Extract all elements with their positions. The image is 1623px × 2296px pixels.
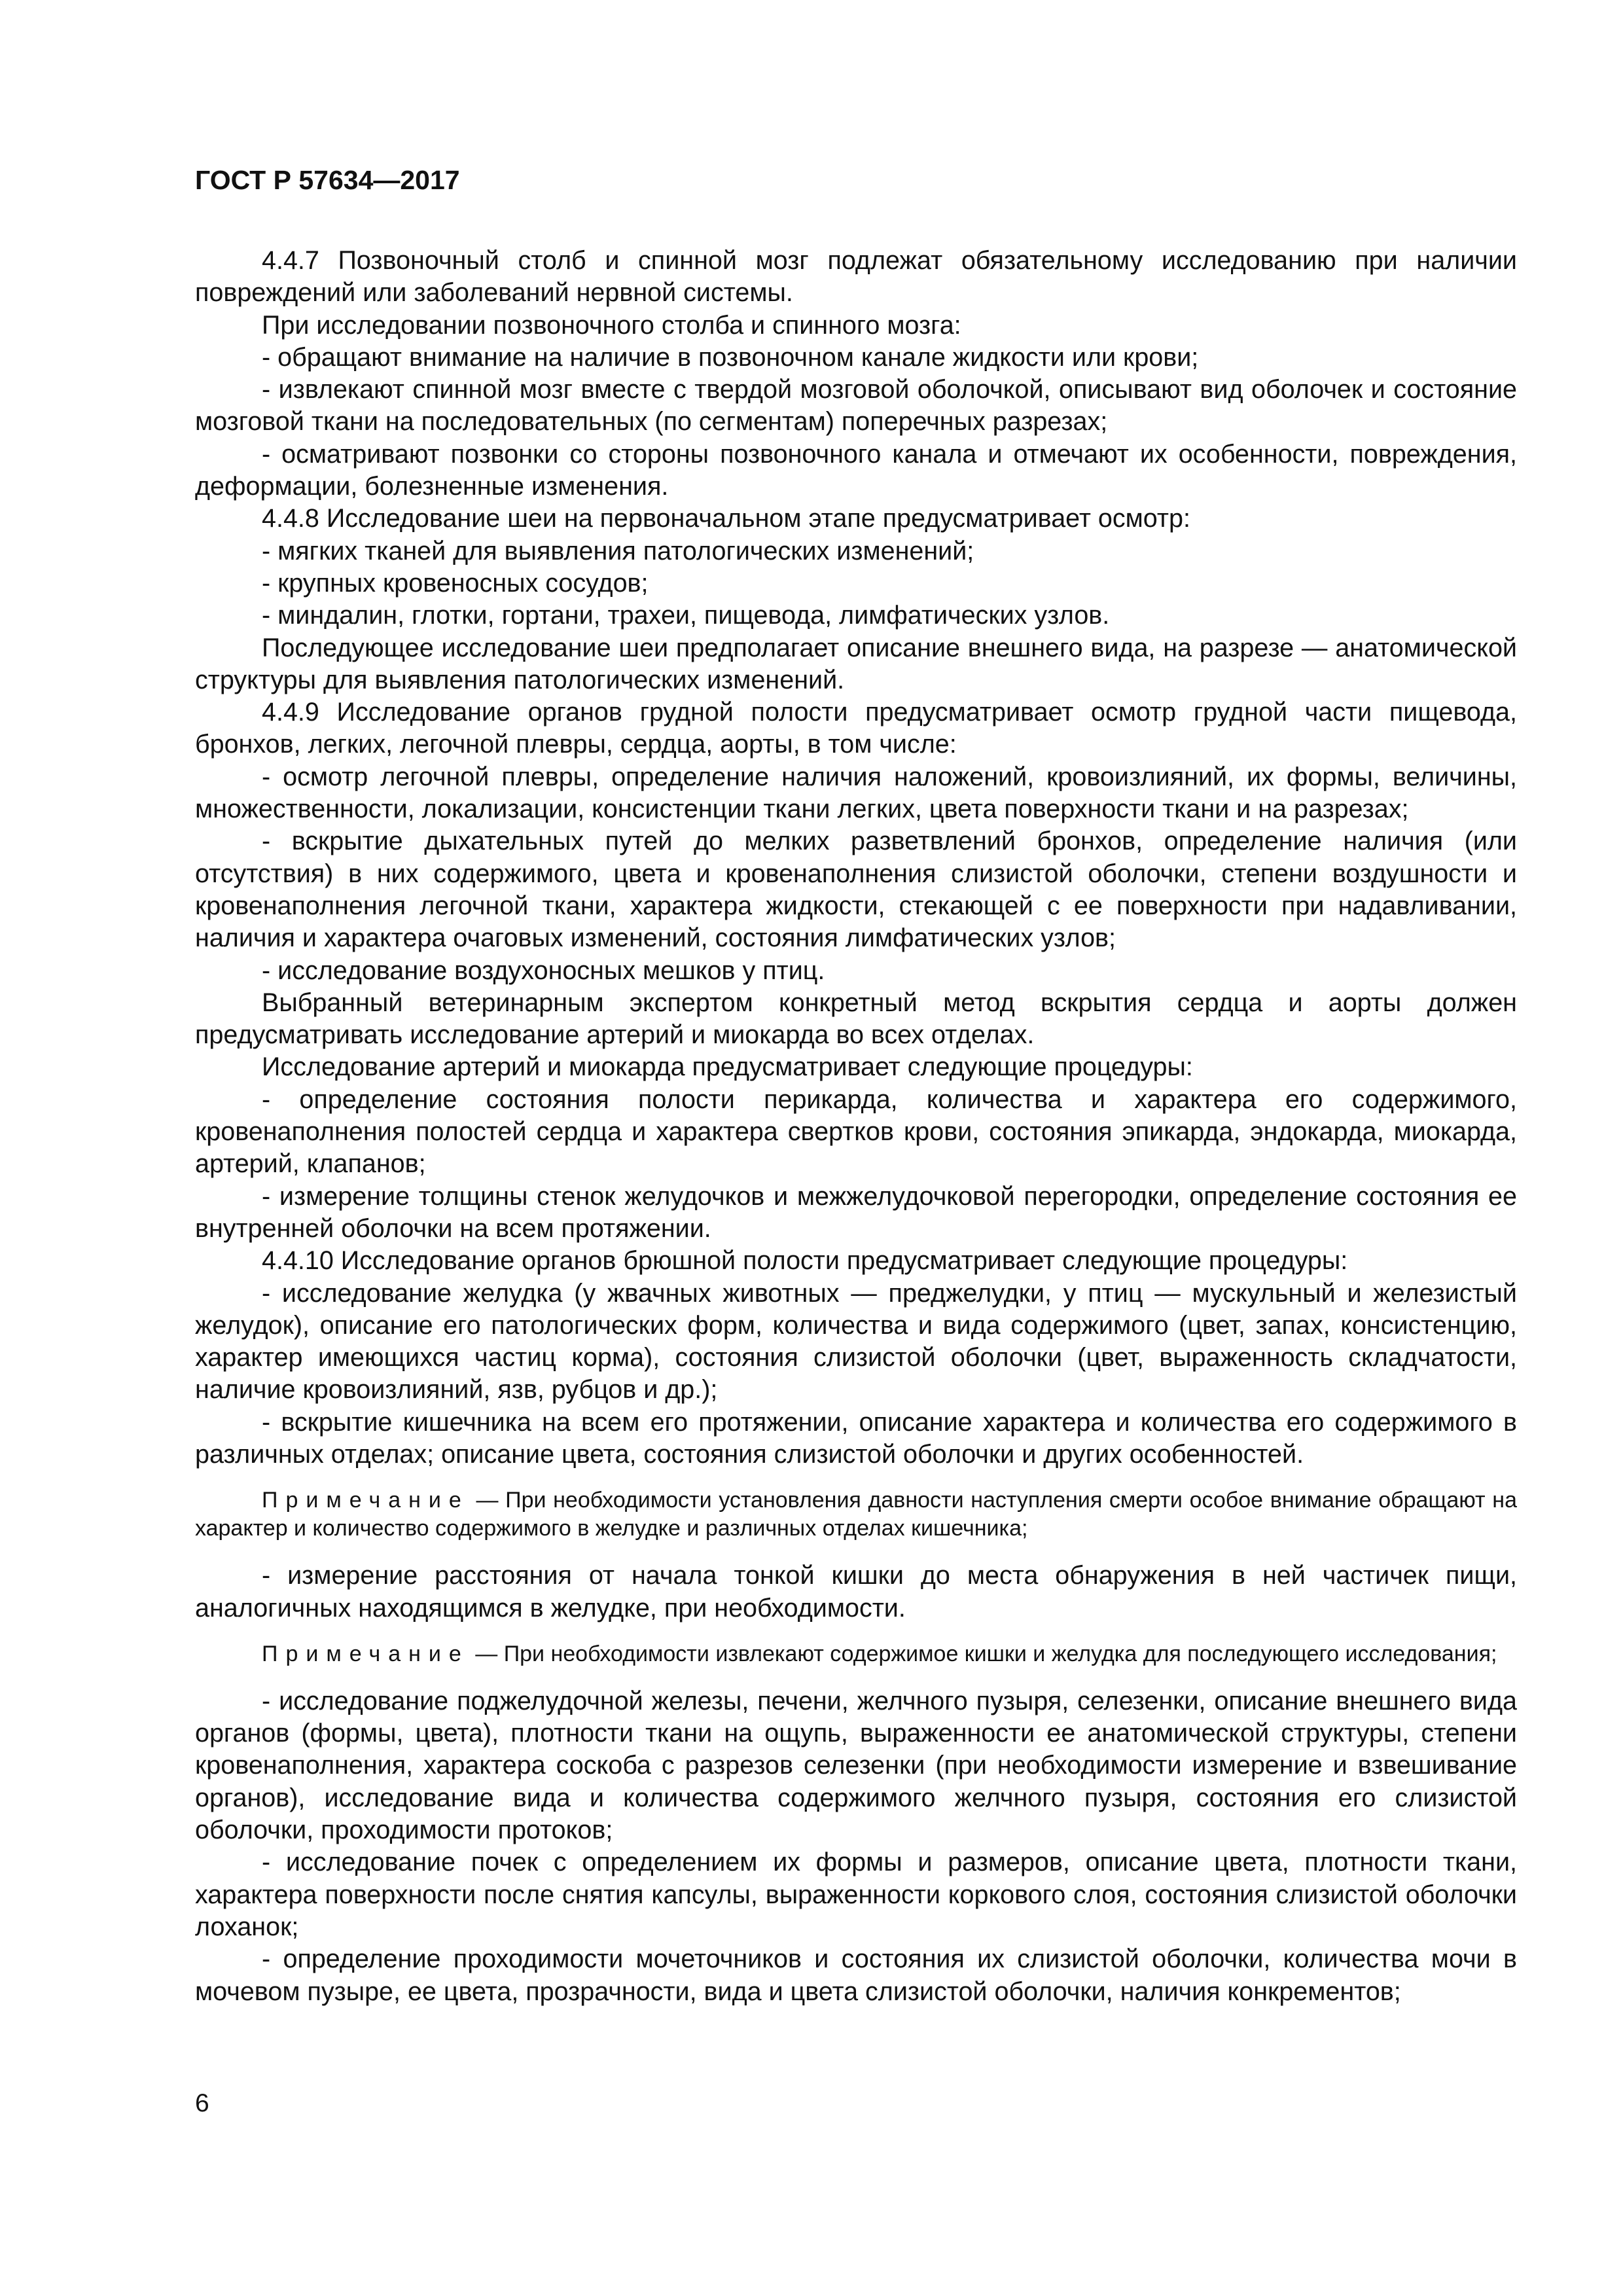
paragraph-4-4-9: 4.4.9 Исследование органов грудной полости предусматривает осмотр грудной части пищевода, бронхов, легких, легочной плевры, сердца, аорты, в том числе: (195, 698, 1517, 759)
paragraph: Исследование артерий и миокарда предусматривает следующие процедуры: (262, 1052, 1193, 1082)
note-1 (195, 1486, 1517, 1543)
note-text: — При необходимости извлекают содержимое кишки и желудка для последующего исследования; (469, 1641, 1497, 1666)
list-item: - миндалин, глотки, гортани, трахеи, пищевода, лимфатических узлов. (262, 601, 1110, 630)
paragraph: Последующее исследование шеи предполагает описание внешнего вида, на разрезе — анатомической структуры для выявления патологических изменений. (195, 633, 1517, 694)
note-label: Примечание (262, 1641, 469, 1666)
list-item: - осматривают позвонки со стороны позвоночного канала и отмечают их особенности, повреждения, деформации, болезненные изменения. (195, 439, 1517, 501)
list-item: - вскрытие дыхательных путей до мелких разветвлений бронхов, определение наличия (или отсутствия) в них содержимого, цвета и кровенаполнения слизистой оболочки, степени воздушности и кровенаполнения легочной ткани, характера жидкости, стекающей с ее поверхности при надавливании, наличия и характера очаговых изменений, состояния лимфатических узлов; (195, 827, 1517, 953)
note-label: Примечание (262, 1488, 469, 1513)
document-page (195, 164, 1517, 2008)
list-item: - исследование поджелудочной железы, печени, желчного пузыря, селезенки, описание внешнего вида органов (формы, цвета), плотности ткани на ощупь, выраженности ее анатомической структуры, степени кровенаполнения, характера соскоба с разрезов селезенки (при необходимости измерение и взвешивание органов), исследование вида и количества содержимого желчного пузыря, состояния его слизистой оболочки, проходимости протоков; (195, 1686, 1517, 1845)
note-text: — При необходимости установления давности наступления смерти особое внимание обращают на характер и количество содержимого в желудке и различных отделах кишечника; (195, 1488, 1517, 1541)
paragraph-4-4-7: 4.4.7 Позвоночный столб и спинной мозг подлежат обязательному исследованию при наличии повреждений или заболеваний нервной системы. (195, 246, 1517, 308)
list-item: - измерение толщины стенок желудочков и межжелудочковой перегородки, определение состояния ее внутренней оболочки на всем протяжении. (195, 1181, 1517, 1243)
list-item: - обращают внимание на наличие в позвоночном канале жидкости или крови; (262, 342, 1199, 372)
list-item: - исследование желудка (у жвачных животных — преджелудки, у птиц — мускульный и железистый желудок), описание его патологических форм, количества и вида содержимого (цвет, запах, консистенцию, характер имеющихся частиц корма), состояния слизистой оболочки (цвет, выраженность складчатости, наличие кровоизлияний, язв, рубцов и др.); (195, 1278, 1517, 1405)
document-header: ГОСТ Р 57634—2017 (195, 165, 460, 195)
list-item: - определение проходимости мочеточников и состояния их слизистой оболочки, количества мочи в мочевом пузыре, ее цвета, прозрачности, вида и цвета слизистой оболочки, наличия конкрементов; (195, 1945, 1517, 2006)
list-item: - вскрытие кишечника на всем его протяжении, описание характера и количества его содержимого в различных отделах; описание цвета, состояния слизистой оболочки и других особенностей. (195, 1407, 1517, 1469)
list-item: - определение состояния полости перикарда, количества и характера его содержимого, кровенаполнения полостей сердца и характера свертков крови, состояния эпикарда, эндокарда, миокарда, артерий, клапанов; (195, 1085, 1517, 1179)
page-number: 6 (195, 2089, 209, 2117)
paragraph-4-4-10: 4.4.10 Исследование органов брюшной полости предусматривает следующие процедуры: (262, 1246, 1348, 1276)
list-item: - исследование воздухоносных мешков у птиц. (262, 956, 825, 985)
list-item: - осмотр легочной плевры, определение наличия наложений, кровоизлияний, их формы, величины, множественности, локализации, консистенции ткани легких, цвета поверхности ткани и на разрезах; (195, 762, 1517, 824)
document-body (195, 245, 1517, 2008)
note-2 (195, 1640, 1517, 1668)
list-item: - мягких тканей для выявления патологических изменений; (262, 536, 974, 565)
paragraph-4-4-8: 4.4.8 Исследование шеи на первоначальном этапе предусматривает осмотр: (262, 504, 1190, 533)
paragraph: При исследовании позвоночного столба и спинного мозга: (262, 310, 961, 340)
list-item: - исследование почек с определением их формы и размеров, описание цвета, плотности ткани, характера поверхности после снятия капсулы, выраженности коркового слоя, состояния слизистой оболочки лоханок; (195, 1848, 1517, 1941)
list-item: - крупных кровеносных сосудов; (262, 568, 649, 598)
list-item: - измерение расстояния от начала тонкой кишки до места обнаружения в ней частичек пищи, аналогичных находящимся в желудке, при необходимости. (195, 1561, 1517, 1623)
paragraph: Выбранный ветеринарным экспертом конкретный метод вскрытия сердца и аорты должен предусматривать исследование артерий и миокарда во всех отделах. (195, 988, 1517, 1050)
list-item: - извлекают спинной мозг вместе с твердой мозговой оболочкой, описывают вид оболочек и состояние мозговой ткани на последовательных (по сегментам) поперечных разрезах; (195, 375, 1517, 437)
